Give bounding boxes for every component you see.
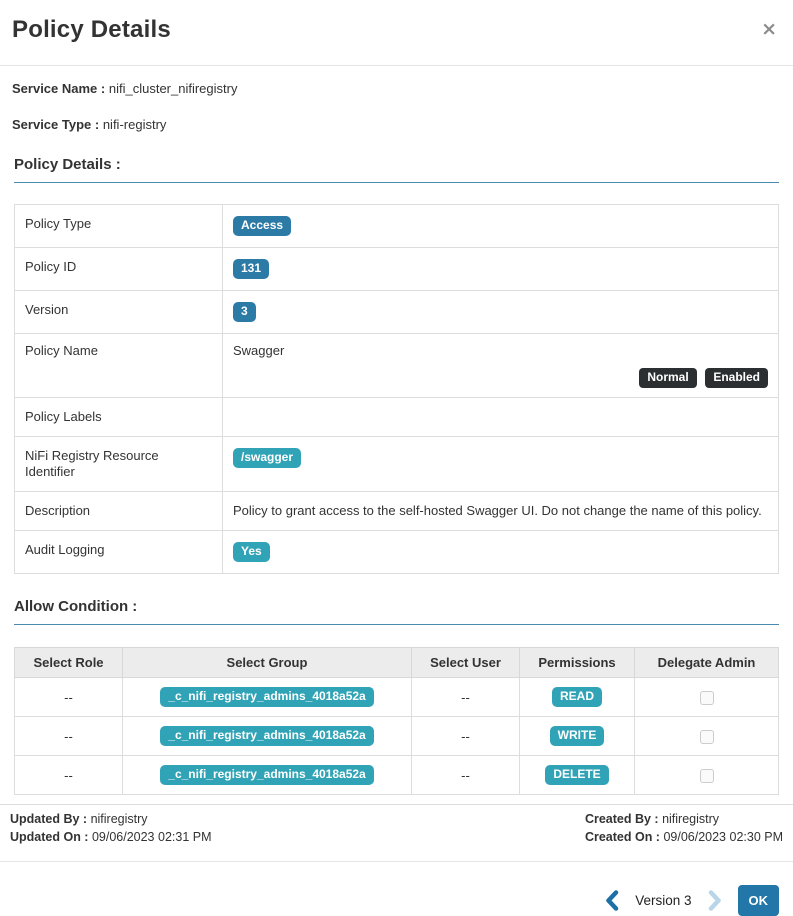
allow-condition-section-title: Allow Condition : <box>14 598 779 625</box>
column-header-select-role: Select Role <box>15 648 123 678</box>
chevron-left-icon <box>604 890 619 911</box>
table-row <box>15 531 779 574</box>
updated-by-label: Updated By : <box>10 812 88 826</box>
policy-name-label: Policy Name <box>15 334 223 398</box>
resource-identifier-label: NiFi Registry Resource Identifier <box>15 437 223 492</box>
group-badge: _c_nifi_registry_admins_4018a52a <box>160 765 373 785</box>
table-row <box>15 248 779 291</box>
table-row <box>15 437 779 492</box>
created-by-value: nifiregistry <box>662 812 720 826</box>
created-on-value: 09/06/2023 02:30 PM <box>663 830 783 844</box>
table-row <box>15 678 779 717</box>
service-name-line <box>12 81 781 96</box>
version-navigation-bar <box>0 862 793 916</box>
user-cell: -- <box>412 717 520 756</box>
updated-meta-block <box>10 810 212 846</box>
audit-logging-label: Audit Logging <box>15 531 223 574</box>
previous-version-button[interactable] <box>604 890 619 911</box>
table-row <box>15 205 779 248</box>
updated-on-label: Updated On : <box>10 830 89 844</box>
group-badge: _c_nifi_registry_admins_4018a52a <box>160 687 373 707</box>
service-type-label: Service Type : <box>12 117 100 132</box>
status-badge-normal: Normal <box>639 368 696 388</box>
policy-id-badge: 131 <box>233 259 269 279</box>
next-version-button[interactable] <box>708 890 723 911</box>
policy-type-badge: Access <box>233 216 291 236</box>
table-row <box>15 334 779 398</box>
created-by-line <box>585 810 783 828</box>
permission-badge: WRITE <box>550 726 605 746</box>
chevron-right-icon <box>708 890 723 911</box>
service-name-value: nifi_cluster_nifiregistry <box>108 81 238 96</box>
table-row <box>15 492 779 531</box>
column-header-delegate-admin: Delegate Admin <box>635 648 779 678</box>
service-type-value: nifi-registry <box>102 117 167 132</box>
table-row <box>15 717 779 756</box>
permission-badge: READ <box>552 687 602 707</box>
policy-name-value: Swagger <box>233 343 285 358</box>
created-meta-block <box>585 810 783 846</box>
policy-labels-value <box>223 398 779 437</box>
status-badge-enabled: Enabled <box>705 368 768 388</box>
column-header-permissions: Permissions <box>520 648 635 678</box>
description-label: Description <box>15 492 223 531</box>
delegate-admin-checkbox[interactable] <box>700 769 714 783</box>
table-row <box>15 291 779 334</box>
role-cell: -- <box>15 678 123 717</box>
version-label: Version 3 <box>635 893 692 908</box>
group-badge: _c_nifi_registry_admins_4018a52a <box>160 726 373 746</box>
policy-details-table <box>14 204 779 574</box>
updated-on-value: 09/06/2023 02:31 PM <box>91 830 212 844</box>
version-label: Version <box>15 291 223 334</box>
user-cell: -- <box>412 678 520 717</box>
audit-meta-footer <box>0 804 793 862</box>
delegate-admin-checkbox[interactable] <box>700 691 714 705</box>
table-row <box>15 398 779 437</box>
created-on-label: Created On : <box>584 830 660 844</box>
created-on-line <box>585 828 783 846</box>
policy-id-label: Policy ID <box>15 248 223 291</box>
delegate-admin-checkbox[interactable] <box>700 730 714 744</box>
allow-table-header-row <box>15 648 779 678</box>
role-cell: -- <box>15 756 123 795</box>
page-title: Policy Details <box>12 16 171 43</box>
table-row <box>15 756 779 795</box>
description-value: Policy to grant access to the self-hosted Swagger UI. Do not change the name of this policy. <box>223 492 779 531</box>
updated-by-value: nifiregistry <box>90 812 148 826</box>
ok-button[interactable]: OK <box>738 885 780 916</box>
close-icon[interactable]: × <box>761 18 777 40</box>
policy-type-label: Policy Type <box>15 205 223 248</box>
service-type-line <box>12 117 781 132</box>
policy-details-section-title: Policy Details : <box>14 156 779 183</box>
user-cell: -- <box>412 756 520 795</box>
permission-badge: DELETE <box>545 765 608 785</box>
updated-on-line <box>10 828 212 846</box>
updated-by-line <box>10 810 212 828</box>
modal-header <box>0 0 793 66</box>
policy-status-badges <box>233 368 768 388</box>
created-by-label: Created By : <box>584 812 659 826</box>
audit-logging-badge: Yes <box>233 542 270 562</box>
column-header-select-user: Select User <box>412 648 520 678</box>
version-badge: 3 <box>233 302 256 322</box>
resource-identifier-badge: /swagger <box>233 448 301 468</box>
column-header-select-group: Select Group <box>123 648 412 678</box>
role-cell: -- <box>15 717 123 756</box>
allow-condition-table <box>14 647 779 795</box>
policy-labels-label: Policy Labels <box>15 398 223 437</box>
service-name-label: Service Name : <box>12 81 106 96</box>
